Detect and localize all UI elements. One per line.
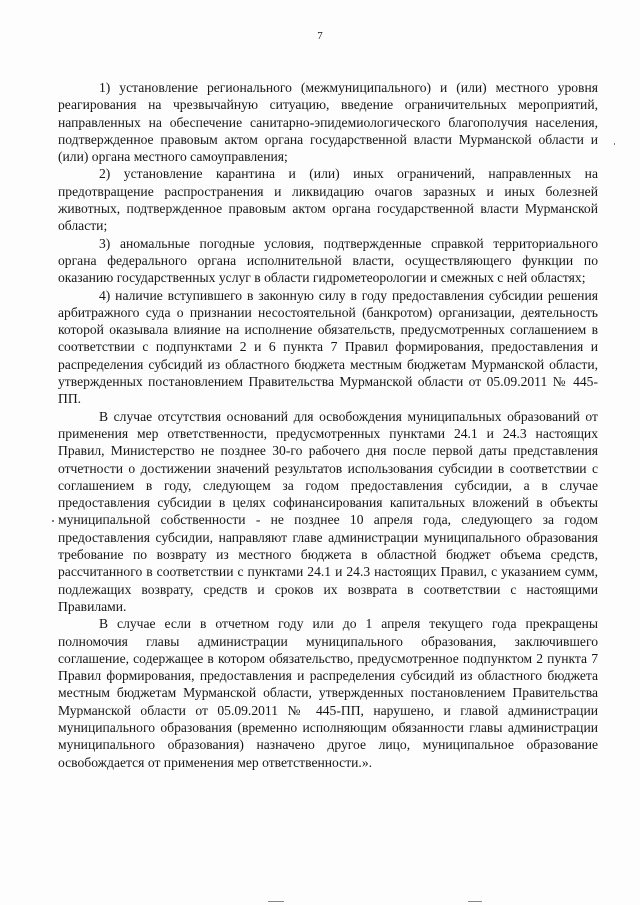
paragraph-4-arbitration-court: 4) наличие вступившего в законную силу в году предоставления субсидии решения арбитражного суда о признании несостоятельной (банкротом) организации, деятельность которой оказывала влияние на исполнение обязательств, предусмотренных соглашением в соответствии с подпунктами 2 и 6 пункта 7 Правил формирования, предоставления и распределения субсидий из областного бюджета местным бюджетам Мурманской области, утвержденных постановлением Правительства Мурманской области от 05.09.2011 № 445-ПП.	[58, 287, 598, 407]
page-number: 7	[317, 30, 323, 42]
document-body	[58, 79, 598, 771]
scan-speck	[614, 143, 615, 145]
paragraph-head-powers-terminated: В случае если в отчетном году или до 1 апреля текущего года прекращены полномочия главы администрации муниципального образования, заключившего соглашение, содержащее в котором обязательство, предусмотренное подпунктом 2 пункта 7 Правил формирования, предоставления и распределения субсидий из областного бюджета местным бюджетам Мурманской области, утвержденных постановлением Правительства Мурманской области от 05.09.2011 № 445-ПП, нарушено, и главой администрации муниципального образования (временно исполняющим обязанности главы администрации муниципального образования) назначено другое лицо, муниципальное образование освобождается от применения мер ответственности.».	[58, 616, 598, 770]
paragraph-1-regional-emergency: 1) установление регионального (межмуниципального) и (или) местного уровня реагирования на чрезвычайную ситуацию, введение ограничительных мероприятий, направленных на обеспечение санитарно-эпидемиологического благополучия населения, подтвержденное правовым актом органа государственной власти Мурманской области и (или) органа местного самоуправления;	[58, 80, 598, 165]
paragraph-2-quarantine: 2) установление карантина и (или) иных ограничений, направленных на предотвращение распространения и ликвидацию очагов заразных и иных болезней животных, подтвержденное правовым актом органа государственной власти Мурманской области;	[58, 166, 598, 234]
scan-footer-marks	[0, 898, 640, 905]
paragraph-3-weather-conditions: 3) аномальные погодные условия, подтвержденные справкой территориального органа федерального органа исполнительной власти, осуществляющего функции по оказанию государственных услуг в области гидрометеорологии и смежных с ней областях;	[58, 235, 598, 286]
paragraph-no-exemption-grounds: В случае отсутствия оснований для освобождения муниципальных образований от применения мер ответственности, предусмотренных пунктами 24.1 и 24.3 настоящих Правил, Министерство не позднее 30-го рабочего дня после первой даты представления отчетности о достижении значений результатов использования субсидии в соответствии с соглашением в году, следующем за годом предоставления субсидии, а в случае предоставления субсидии в целях софинансирования капитальных вложений в объекты муниципальной собственности - не позднее 10 апреля года, следующего за годом предоставления субсидии, направляют главе администрации муниципального образования требование по возврату из местного бюджета в областной бюджет объема средств, рассчитанного в соответствии с пунктами 24.1 и 24.3 настоящих Правил, с указанием сумм, подлежащих возврату, средств и сроков их возврата в соответствии с настоящими Правилами.	[58, 408, 598, 614]
scan-speck	[52, 520, 54, 522]
